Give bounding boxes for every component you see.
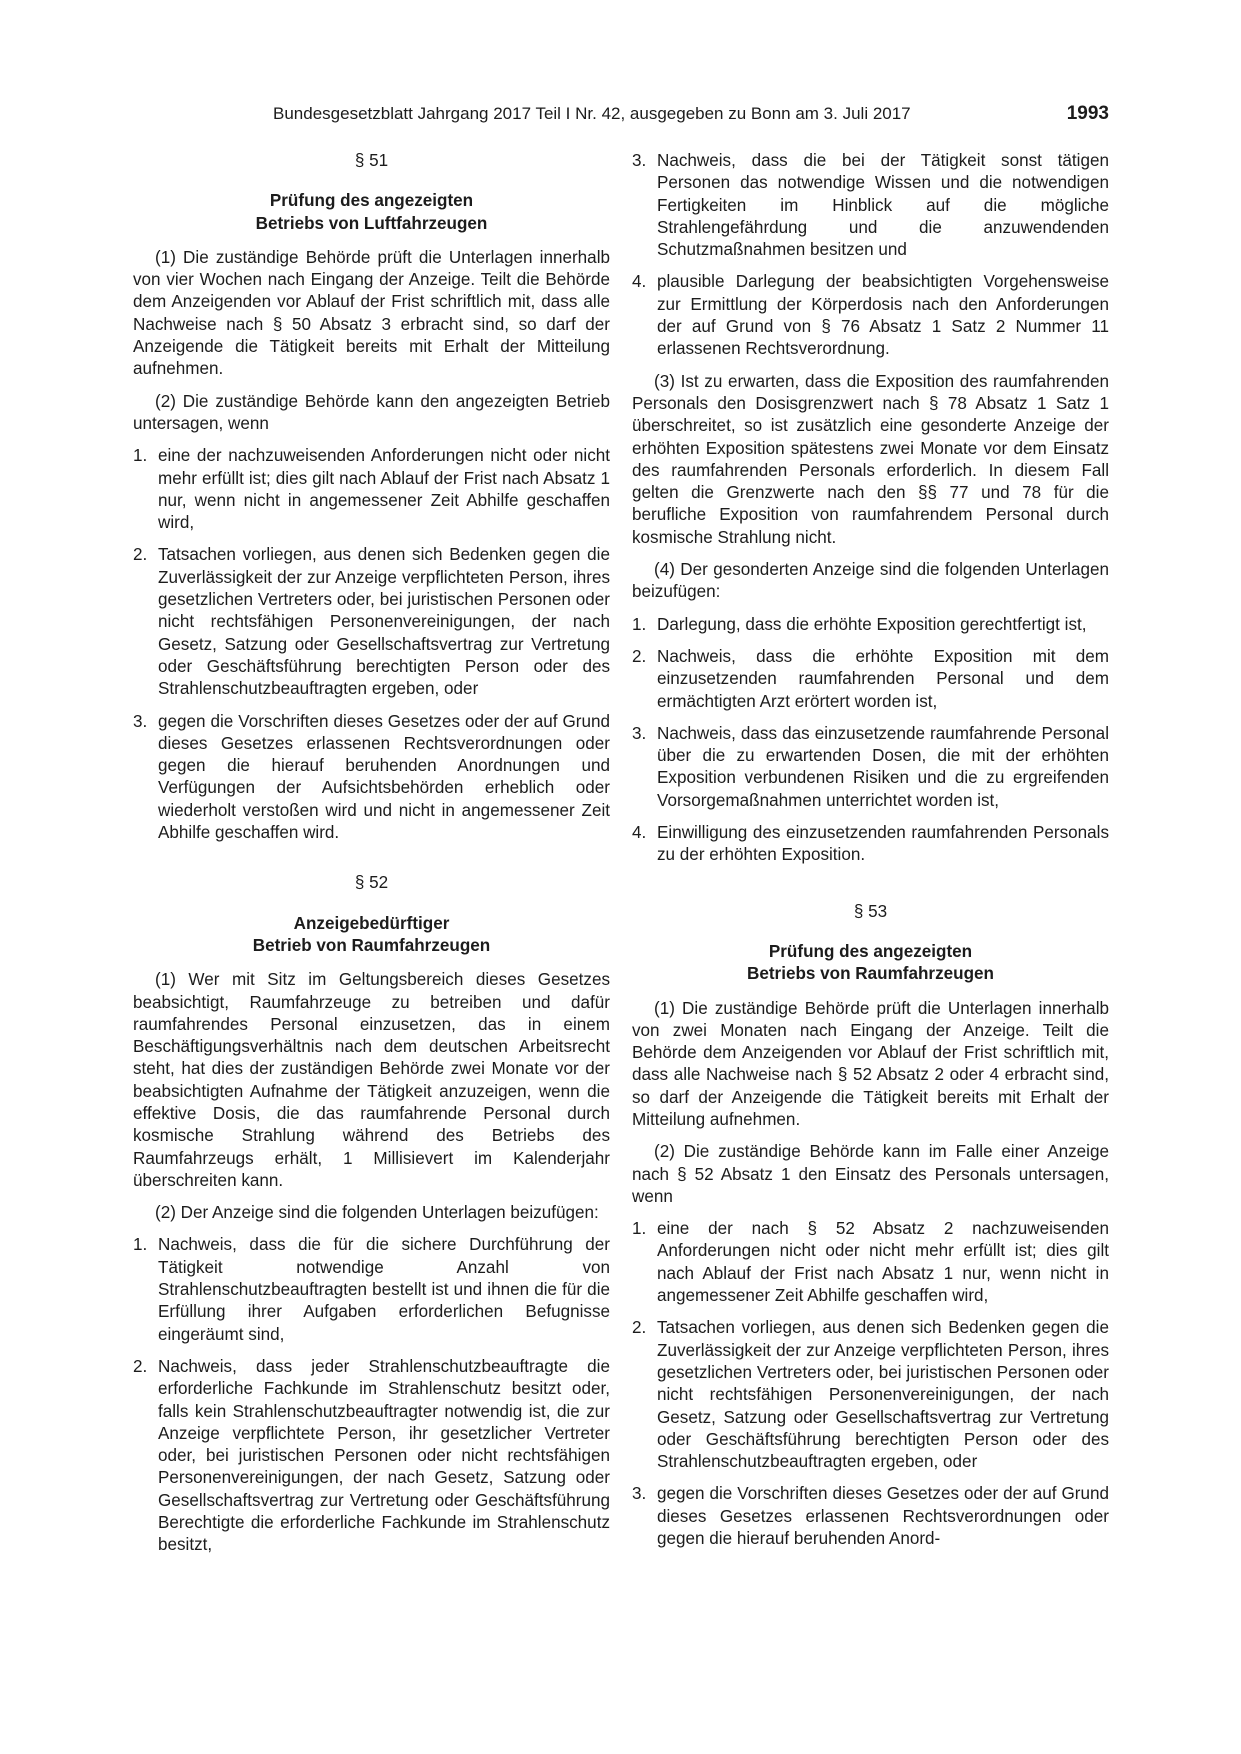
page-header — [133, 100, 1109, 128]
list-item — [632, 614, 1109, 636]
section-title-52-line2: Betrieb von Raumfahrzeugen — [252, 935, 491, 955]
list-item-text: eine der nach § 52 Absatz 2 nachzuweisenden Anforderungen nicht oder nicht mehr erfüllt ist; dies gilt nach Ablauf der Frist nach Absatz 1 nur, wenn nicht in angemessener Zeit Abhilfe geschaffen wird, — [657, 1219, 1109, 1306]
section-title-53 — [632, 941, 1109, 986]
list-item-number: 4. — [632, 272, 647, 292]
section-title-53-line1: Prüfung des angezeigten — [768, 941, 973, 961]
list-item — [133, 1234, 610, 1345]
list-item — [632, 822, 1109, 867]
list-item-text: Darlegung, dass die erhöhte Exposition gerechtfertigt ist, — [657, 614, 1087, 634]
s53-paragraph-1: (1) Die zuständige Behörde prüft die Unterlagen innerhalb von zwei Monaten nach Eingang der Anzeige. Teilt die Behörde dem Anzeigenden vor Ablauf der Frist schriftlich mit, dass alle Nachweise nach § 52 Absatz 2 oder 4 erbracht sind, so darf der Anzeigende die Tätigkeit bereits mit Erhalt der Mitteilung aufnehmen. — [632, 998, 1109, 1129]
list-item-text: eine der nachzuweisenden Anforderungen nicht oder nicht mehr erfüllt ist; dies gilt nach Ablauf der Frist nach Absatz 1 nur, wenn nicht in angemessener Zeit Abhilfe geschaffen wird, — [158, 446, 610, 533]
page-number: 1993 — [1066, 103, 1109, 124]
list-item-number: 3. — [632, 1484, 647, 1504]
right-column — [632, 150, 1109, 1560]
list-item-number: 1. — [632, 1219, 647, 1239]
section-number-53: § 53 — [853, 901, 888, 921]
list-item — [632, 1218, 1109, 1307]
section-title-53-line2: Betriebs von Raumfahrzeugen — [747, 964, 994, 984]
section-number-51: § 51 — [354, 151, 389, 170]
list-item-text: Nachweis, dass jeder Strahlenschutzbeauftragte die erforderliche Fachkunde im Strahlenschutz besitzt oder, falls kein Strahlenschutzbeauftragter notwendig ist, die zur Anzeige verpflichtete Person, ihr gesetzlicher Vertreter oder, bei juristischen Personen oder nicht rechtsfähigen Personenvereinigungen, der nach Gesetz, Satzung oder Gesellschaftsvertrag zur Vertretung oder Geschäftsführung Berechtigte die erforderliche Fachkunde im Strahlenschutz besitzt, — [158, 1356, 610, 1555]
left-column — [133, 150, 610, 1567]
s52-paragraph-3: (3) Ist zu erwarten, dass die Exposition des raumfahrenden Personals den Dosisgrenzwert nach § 78 Absatz 1 Satz 1 überschreitet, so ist zusätzlich eine gesonderte Anzeige der erhöhten Exposition spätestens zwei Monate vor dem Einsatz des raumfahrenden Personals erforderlich. In diesem Fall gelten die Grenzwerte nach den §§ 77 und 78 für die berufliche Exposition von raumfahrendem Personal durch kosmische Strahlung nicht. — [632, 371, 1109, 547]
section-title-52-line1: Anzeigebedürftiger — [293, 913, 450, 933]
section-title-51-line1: Prüfung des angezeigten — [269, 191, 474, 211]
list-item — [632, 271, 1109, 360]
list-item-text: Nachweis, dass das einzusetzende raumfahrende Personal über die zu erwartenden Dosen, die mit der erhöhten Exposition verbundenen Risiken und die zu ergreifenden Vorsorgemaßnahmen unterrichtet worden ist, — [657, 723, 1109, 810]
list-item-number: 3. — [632, 151, 647, 170]
list-item — [632, 1483, 1109, 1550]
header-title: Bundesgesetzblatt Jahrgang 2017 Teil I Nr. 42, ausgegeben zu Bonn am 3. Juli 2017 — [273, 104, 911, 123]
s51-paragraph-1: (1) Die zuständige Behörde prüft die Unterlagen innerhalb von vier Wochen nach Eingang der Anzeige. Teilt die Behörde dem Anzeigenden vor Ablauf der Frist schriftlich mit, dass alle Nachweise nach § 50 Absatz 3 erbracht sind, so darf der Anzeigende die Tätigkeit bereits mit Erhalt der Mitteilung aufnehmen. — [133, 247, 610, 379]
list-item — [133, 711, 610, 845]
list-item-number: 1. — [133, 446, 148, 466]
list-item-number: 1. — [133, 1235, 148, 1255]
list-item — [632, 646, 1109, 713]
list-item-number: 2. — [133, 1356, 148, 1376]
list-item-number: 4. — [632, 823, 647, 843]
list-item-text: Einwilligung des einzusetzenden raumfahrenden Personals zu der erhöhten Exposition. — [657, 823, 1109, 865]
section-title-52 — [133, 913, 610, 958]
list-item — [632, 723, 1109, 812]
list-item-text: plausible Darlegung der beabsichtigten Vorgehensweise zur Ermittlung der Körperdosis nach den Anforderungen der auf Grund von § 76 Absatz 1 Satz 2 Nummer 11 erlassenen Rechtsverordnung. — [657, 272, 1109, 359]
section-number-52: § 52 — [354, 873, 389, 893]
section-title-51 — [133, 190, 610, 235]
list-item — [632, 1317, 1109, 1473]
list-item-text: gegen die Vorschriften dieses Gesetzes oder der auf Grund dieses Gesetzes erlassenen Rechtsverordnungen oder gegen die hierauf beruhenden Anord- — [657, 1484, 1109, 1549]
list-item — [133, 1356, 610, 1557]
list-item-number: 2. — [632, 646, 647, 666]
section-title-51-line2: Betriebs von Luftfahrzeugen — [255, 213, 488, 233]
list-item-text: Tatsachen vorliegen, aus denen sich Bedenken gegen die Zuverlässigkeit der zur Anzeige verpflichteten Person, ihres gesetzlichen Vertreters oder, bei juristischen Personen oder nicht rechtsfähigen Personenvereinigungen, der nach Gesetz, Satzung oder Gesellschaftsvertrag zur Vertretung oder Geschäftsführung berechtigten Person oder des Strahlenschutzbeauftragten ergeben, oder — [657, 1318, 1109, 1472]
list-item-text: Tatsachen vorliegen, aus denen sich Bedenken gegen die Zuverlässigkeit der zur Anzeige verpflichteten Person, ihres gesetzlichen Vertreters oder, bei juristischen Personen oder nicht rechtsfähigen Personenvereinigungen, der nach Gesetz, Satzung oder Gesellschaftsvertrag zur Vertretung oder Geschäftsführung berechtigten Person oder des Strahlenschutzbeauftragten ergeben, oder — [158, 545, 610, 699]
list-item-number: 3. — [632, 723, 647, 743]
list-item-text: Nachweis, dass die für die sichere Durchführung der Tätigkeit notwendige Anzahl von Strahlenschutzbeauftragten bestellt ist und ihnen die für die Erfüllung ihrer Aufgaben erforderlichen Befugnisse eingeräumt sind, — [158, 1235, 610, 1344]
s51-paragraph-2: (2) Die zuständige Behörde kann den angezeigten Betrieb untersagen, wenn — [133, 391, 610, 433]
s52-paragraph-1: (1) Wer mit Sitz im Geltungsbereich dieses Gesetzes beabsichtigt, Raumfahrzeuge zu betreiben und dafür raumfahrendes Personal einzusetzen, das in einem Beschäftigungsverhältnis nach dem deutschen Arbeitsrecht steht, hat dies der zuständigen Behörde zwei Monate vor der beabsichtigten Aufnahme der Tätigkeit anzuzeigen, wenn die effektive Dosis, die das raumfahrende Personal durch kosmische Strahlung während des Betriebs des Raumfahrzeugs erhält, 1 Millisievert im Kalenderjahr überschreiten kann. — [133, 970, 610, 1190]
list-item-number: 2. — [632, 1318, 647, 1338]
list-item — [133, 544, 610, 700]
list-item-number: 3. — [133, 711, 148, 731]
s52-paragraph-4: (4) Der gesonderten Anzeige sind die folgenden Unterlagen beizufügen: — [632, 560, 1109, 602]
s52-paragraph-2: (2) Der Anzeige sind die folgenden Unterlagen beizufügen: — [155, 1203, 599, 1223]
list-item — [632, 150, 1109, 261]
list-item-text: Nachweis, dass die bei der Tätigkeit sonst tätigen Personen das notwendige Wissen und die notwendigen Fertigkeiten im Hinblick auf die mögliche Strahlengefährdung und die anzuwendenden Schutzmaßnahmen besitzen und — [657, 151, 1109, 260]
list-item-text: Nachweis, dass die erhöhte Exposition mit dem einzusetzenden raumfahrenden Personal und dem ermächtigten Arzt erörtert worden ist, — [657, 646, 1109, 711]
list-item — [133, 445, 610, 534]
list-item-number: 1. — [632, 614, 647, 634]
list-item-number: 2. — [133, 545, 148, 565]
s53-paragraph-2: (2) Die zuständige Behörde kann im Falle einer Anzeige nach § 52 Absatz 1 den Einsatz des Personals untersagen, wenn — [632, 1142, 1109, 1206]
list-item-text: gegen die Vorschriften dieses Gesetzes oder der auf Grund dieses Gesetzes erlassenen Rechtsverordnungen oder gegen die hierauf beruhenden Anordnungen und Verfügungen der Aufsichtsbehörden erheblich oder wiederholt verstoßen wird und nicht in angemessener Zeit Abhilfe geschaffen wird. — [158, 711, 610, 843]
